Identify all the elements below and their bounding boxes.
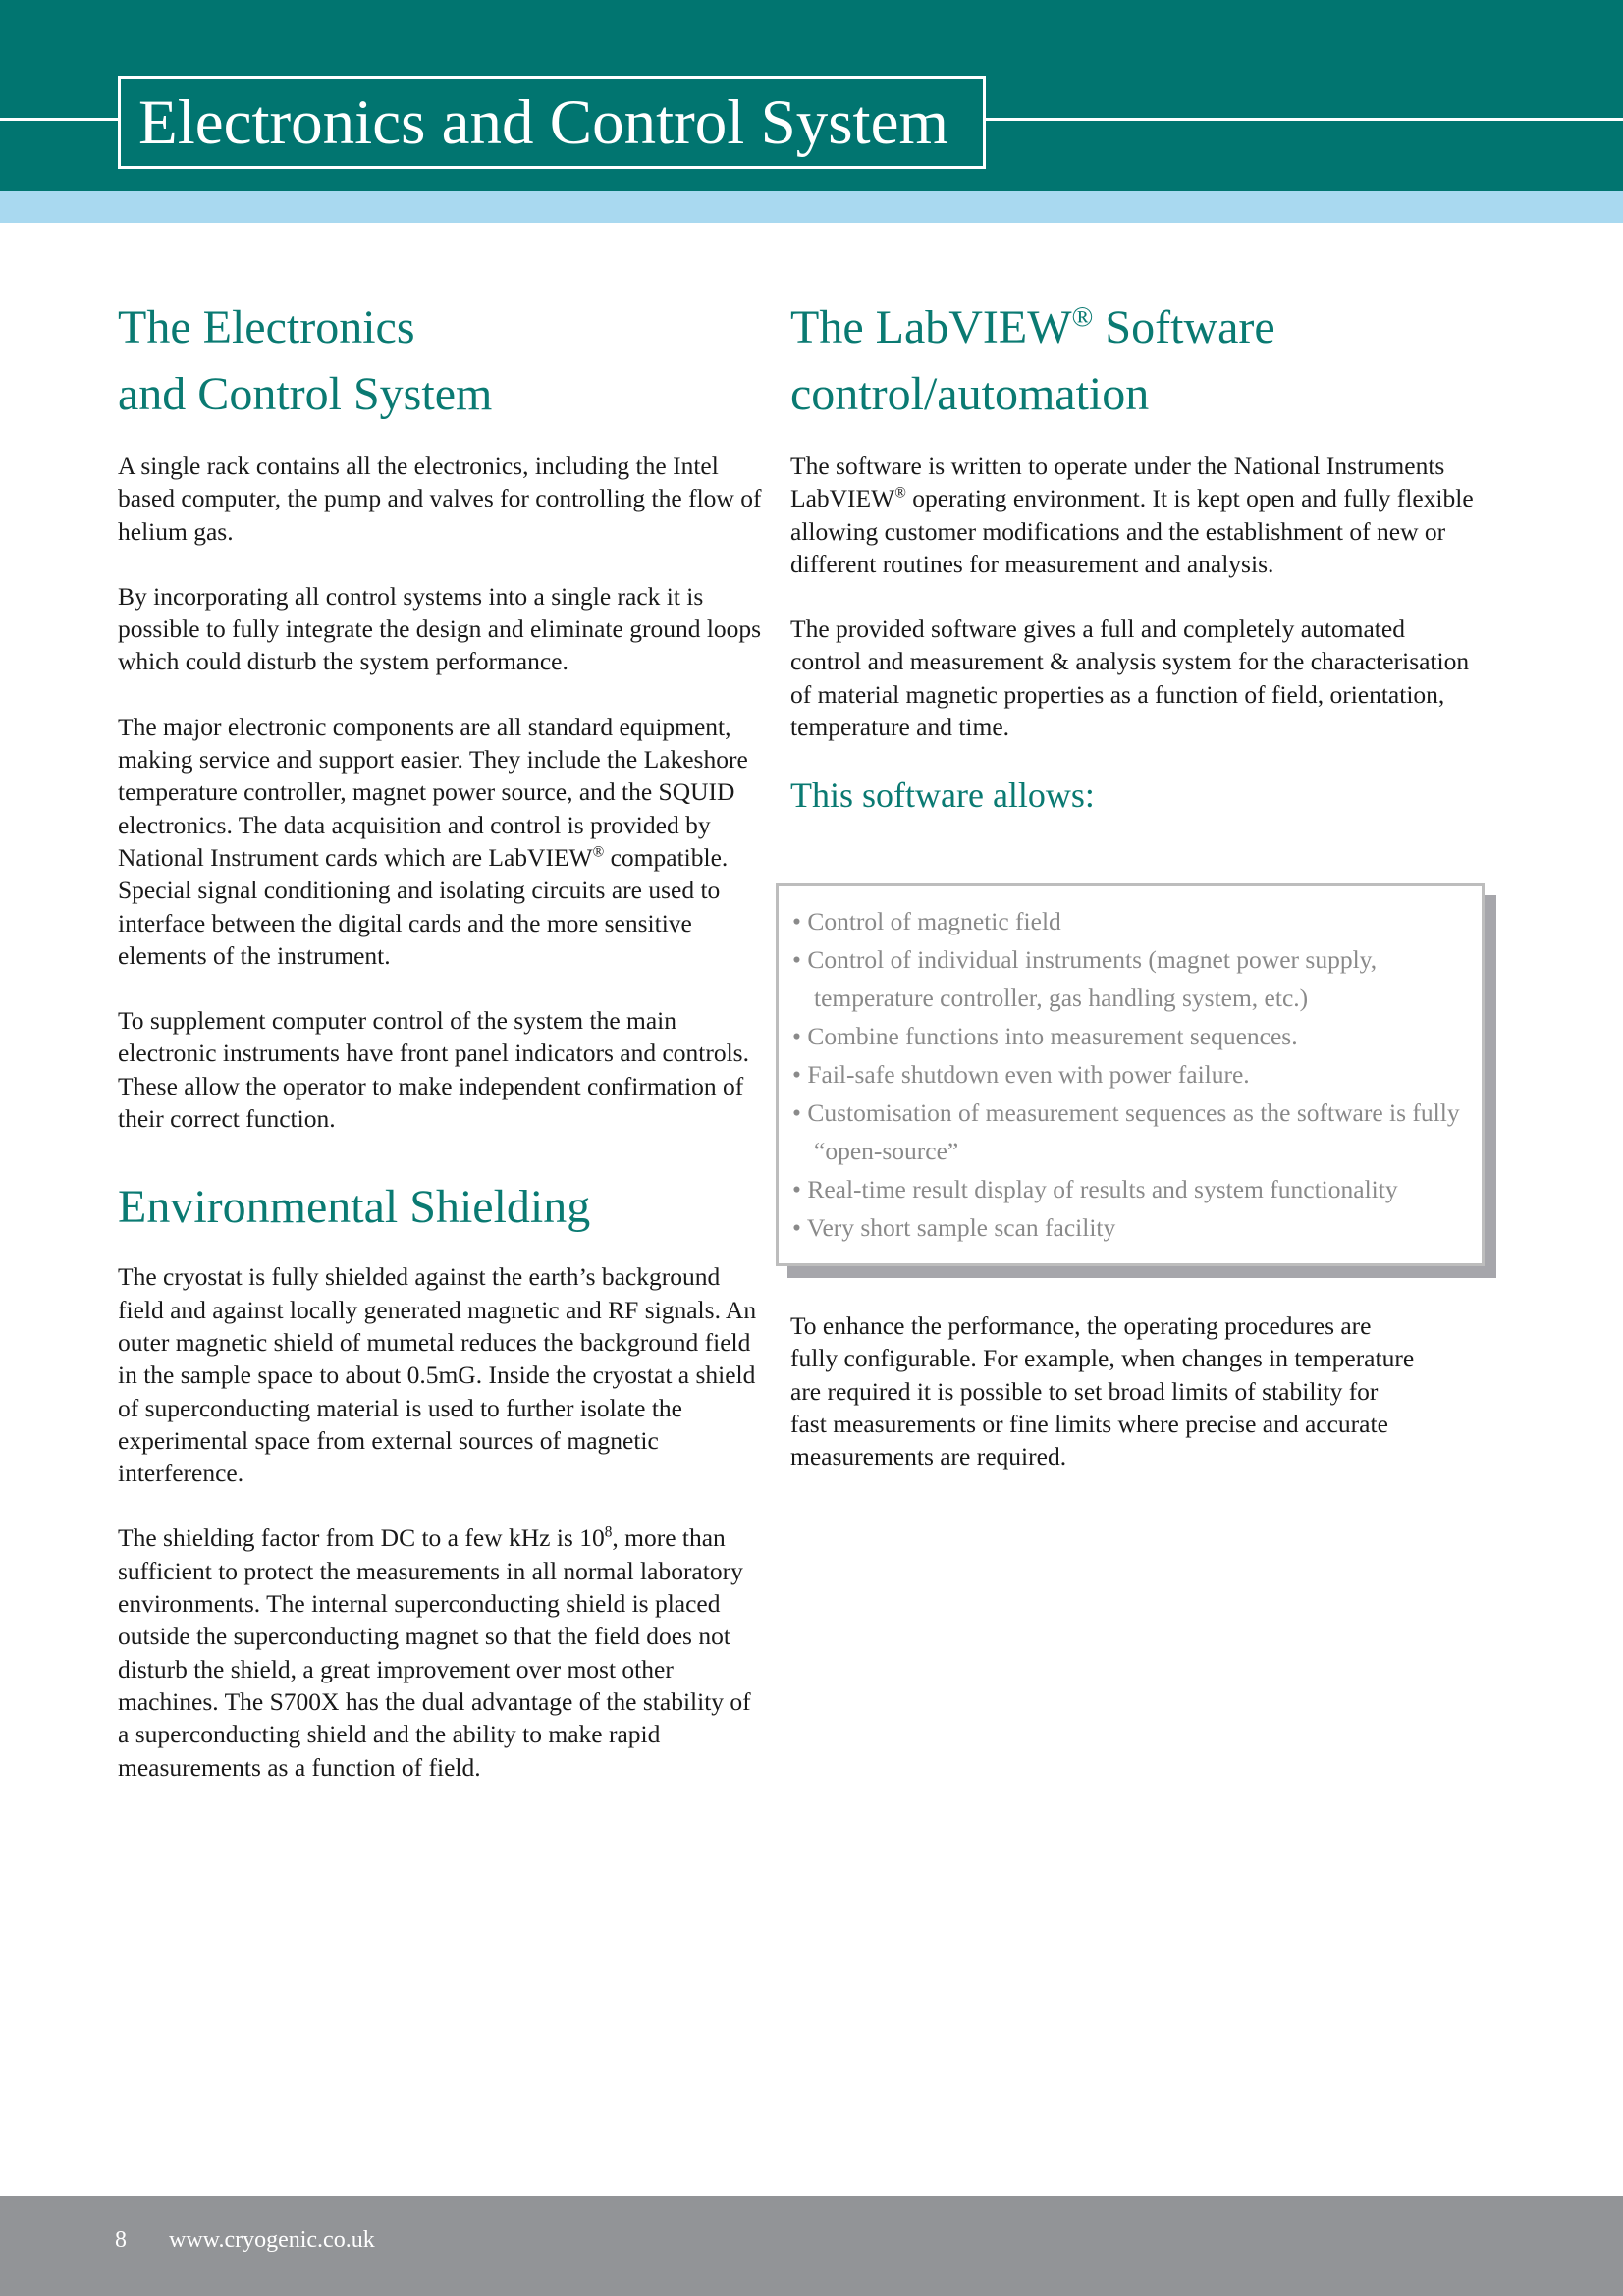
paragraph: To supplement computer control of the system the main electronic instruments have front panel indicators and controls. These allow the operator to make independent confirmation of their correct function. [118, 1006, 749, 1134]
section-heading-electronics [118, 294, 766, 428]
heading-line: Software [1093, 301, 1275, 353]
page-title: Electronics and Control System [138, 87, 949, 158]
list-item-text: Control of magnetic field [807, 907, 1061, 935]
allows-heading: This software allows: [790, 775, 1095, 816]
right-column [790, 294, 1478, 818]
section-heading-labview [790, 294, 1478, 428]
paragraph-text: The shielding factor from DC to a few kHz is 10 [118, 1523, 605, 1553]
paragraph [790, 450, 1478, 580]
list-item [792, 1094, 1460, 1170]
paragraph-text: compatible. Special signal conditioning and isolating circuits are used to interface between the digital cards and the more sensitive elements of the instrument. [118, 842, 729, 970]
paragraph: A single rack contains all the electronics, including the Intel based computer, the pump and valves for controlling the flow of helium gas. [118, 452, 762, 546]
paragraph: The cryostat is fully shielded against the earth’s background field and against locally generated magnetic and RF signals. An outer magnetic shield of mumetal reduces the background field in the sample space to about 0.5mG. Inside the cryostat a shield of superconducting material is used to further isolate the experimental space from external sources of magnetic interference. [118, 1262, 757, 1488]
paragraph [118, 711, 766, 972]
bullet-icon: • [792, 1175, 801, 1203]
features-box [776, 883, 1485, 1266]
registered-mark: ® [592, 843, 605, 861]
heading-line: The Electronics [118, 301, 415, 353]
heading-line: and Control System [118, 368, 493, 420]
list-item-text: Very short sample scan facility [806, 1213, 1116, 1242]
list-item-text: Fail-safe shutdown even with power failure. [807, 1060, 1250, 1089]
heading-line: The LabVIEW [790, 301, 1072, 353]
registered-mark: ® [894, 484, 906, 502]
left-column [118, 294, 766, 1784]
list-item [792, 1055, 1460, 1094]
bullet-icon: • [792, 945, 801, 974]
paragraph: By incorporating all control systems into a single rack it is possible to fully integrate the design and eliminate ground loops which could disturb the system performance. [118, 581, 762, 676]
bullet-icon: • [792, 1098, 801, 1127]
exponent: 8 [604, 1523, 613, 1541]
section-heading-shielding: Environmental Shielding [118, 1181, 591, 1234]
bullet-icon: • [792, 907, 801, 935]
paragraph-text: The major electronic components are all standard equipment, making service and support easier. They include the Lakeshore temperature controller, magnet power source, and the SQUID electronics. The data acquisition and control is provided by National Instrument cards which are LabVIEW [118, 712, 748, 872]
paragraph [118, 1522, 766, 1783]
list-item [792, 940, 1460, 1017]
footer-url-link[interactable]: www.cryogenic.co.uk [169, 2227, 375, 2253]
list-item-text: Customisation of measurement sequences as the software is fully “open-source” [807, 1098, 1460, 1165]
header-accent-stripe [0, 191, 1623, 223]
list-item [792, 1170, 1460, 1208]
registered-mark: ® [1071, 301, 1094, 333]
list-item-text: Combine functions into measurement sequences. [807, 1022, 1298, 1050]
paragraph-text: , more than sufficient to protect the measurements in all normal laboratory environments. The internal superconducting shield is placed outside the superconducting magnet so that the field does not disturb the shield, a great improvement over most other machines. The S700X has the dual advantage of the stability of a superconducting shield and the ability to make rapid measurements as a function of field. [118, 1523, 751, 1782]
list-item [792, 1208, 1460, 1247]
features-list [779, 886, 1482, 1247]
heading-line: control/automation [790, 368, 1150, 420]
list-item-text: Control of individual instruments (magnet power supply, temperature controller, gas handling system, etc.) [807, 945, 1378, 1012]
paragraph-text: The software is written to operate under the National Instruments LabVIEW [790, 452, 1445, 513]
bullet-icon: • [792, 1213, 801, 1242]
list-item [792, 1017, 1460, 1055]
paragraph-text: operating environment. It is kept open and fully flexible allowing customer modifications and the establishment of new or different routines for measurement and analysis. [790, 484, 1474, 578]
bullet-icon: • [792, 1022, 801, 1050]
list-item [792, 902, 1460, 940]
header-title-box [118, 76, 986, 169]
list-item-text: Real-time result display of results and system functionality [807, 1175, 1398, 1203]
page-number: 8 [115, 2227, 127, 2253]
bullet-icon: • [792, 1060, 801, 1089]
paragraph: The provided software gives a full and completely automated control and measurement & analysis system for the characterisation of material magnetic properties as a function of field, orientation, temperature and time. [790, 614, 1470, 742]
paragraph: To enhance the performance, the operating procedures are fully configurable. For example, when changes in temperature are required it is possible to set broad limits of stability for fast measurements or fine limits where precise and accurate measurements are required. [790, 1311, 1415, 1471]
right-column-lower [790, 1309, 1419, 1472]
